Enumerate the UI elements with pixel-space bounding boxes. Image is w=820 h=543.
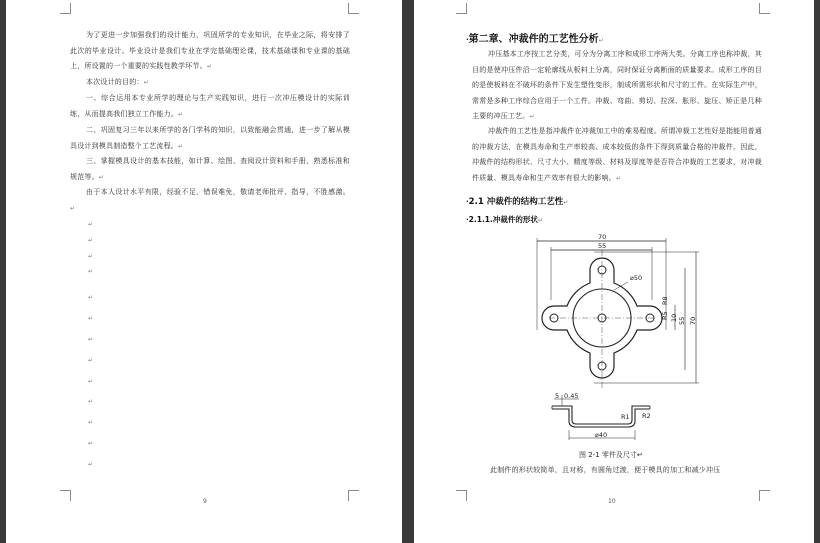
dim-70-right: 70 bbox=[689, 316, 697, 325]
dim-phi40: ⌀40 bbox=[595, 431, 608, 439]
dim-55-right: 55 bbox=[678, 316, 686, 325]
part-drawing bbox=[414, 0, 814, 543]
dim-phi50: ⌀50 bbox=[630, 274, 643, 282]
crop-mark bbox=[348, 490, 359, 501]
subsection-title: ·2.1.1.冲裁件的形状↵ bbox=[466, 215, 543, 224]
dim-5: 5 bbox=[555, 392, 560, 400]
empty-paragraph-mark: ↵ bbox=[88, 315, 94, 322]
dim-r2: R2 bbox=[642, 412, 651, 420]
body-paragraph: 冲压基本工序按工艺分类，可分为分离工序和成形工序两大类。分离工序也称冲裁，其目的是使冲压件沿一定轮廓线从板料上分离，同时保证分离断面的质量要求。成形工序的目的是使板料在不破坏的条件下发生塑性变形，制成所需形状和尺寸的工件。在实际生产中，常常是多种工序综合应用于一个工件。冲裁、弯曲、剪切、拉深、胀形、旋压、矫正是几种主要的冲压工艺。↵ bbox=[472, 50, 762, 120]
body-paragraph: 此制件的形状较简单，且对称，有圆角过渡，便于模具的加工和减少冲压 bbox=[490, 466, 721, 474]
crop-mark bbox=[60, 490, 71, 501]
dim-045: 0.45 bbox=[564, 392, 579, 400]
body-paragraph: 二、巩固复习三年以来所学的各门学科的知识，以致能融会贯通，进一步了解从模具设计到模具制造整个工艺流程。↵ bbox=[70, 126, 350, 150]
page-number: 10 bbox=[608, 498, 616, 505]
empty-paragraph-mark: ↵ bbox=[88, 336, 94, 343]
empty-paragraph-mark: ↵ bbox=[88, 378, 94, 385]
body-paragraph: 冲裁件的工艺性是指冲裁件在冲裁加工中的难易程度。所谓冲裁工艺性好是指能用普通的冲裁方法，在模具寿命和生产率较高、成本较低的条件下得到质量合格的冲裁件。因此，冲裁件的结构形状、尺寸大小、精度等级、材料及厚度等是否符合冲裁的工艺要求，对冲裁件质量、模具寿命和生产效率有很大的影响。↵ bbox=[472, 127, 762, 182]
section-title: ·2.1 冲裁件的结构工艺性↵ bbox=[466, 197, 569, 207]
body-paragraph: 为了更进一步加强我们的设计能力，巩固所学的专业知识，在毕业之际，将安排了此次的毕业设计。毕业设计是我们专业在学完基础理论课，技术基础课和专业课的基础上，所设置的一个重要的实践性教学环节。↵ bbox=[70, 31, 350, 70]
body-paragraph: 一、综合运用本专业所学的理论与生产实践知识，进行一次冲压模设计的实际训练，从而提高我们独立工作能力。↵ bbox=[70, 94, 350, 118]
document-page-left bbox=[6, 0, 402, 543]
empty-paragraph-mark: ↵ bbox=[88, 419, 94, 426]
empty-paragraph-mark: ↵ bbox=[88, 268, 94, 275]
empty-paragraph-mark: ↵ bbox=[88, 357, 94, 364]
empty-paragraph-mark: ↵ bbox=[88, 440, 94, 447]
dim-r1: R1 bbox=[621, 413, 630, 421]
body-paragraph: 由于本人设计水平有限，经验不足，错误难免，敬请老师批评、指导，不胜感激。↵ bbox=[70, 188, 350, 212]
body-paragraph: 三、掌握模具设计的基本技能，如计算、绘图、查阅设计资料和手册，熟悉标准和规范等。↵ bbox=[70, 157, 350, 181]
chapter-title: ·第二章、冲裁件的工艺性分析↵ bbox=[466, 34, 604, 45]
empty-paragraph-mark: ↵ bbox=[88, 398, 94, 405]
dim-r5: R5 bbox=[661, 311, 669, 320]
page-number: 9 bbox=[203, 498, 207, 505]
document-page-right bbox=[414, 0, 814, 543]
dim-r8: R8 bbox=[661, 296, 669, 305]
dim-70-top: 70 bbox=[598, 233, 607, 241]
empty-paragraph-mark: ↵ bbox=[88, 294, 94, 301]
empty-paragraph-mark: ↵ bbox=[88, 461, 94, 468]
body-paragraph: 本次设计的目的：↵ bbox=[86, 78, 149, 86]
figure-caption: 图 2-1 零件及尺寸↵ bbox=[579, 451, 643, 459]
empty-paragraph-mark: ↵ bbox=[88, 221, 94, 228]
dim-55-top: 55 bbox=[598, 242, 607, 250]
crop-mark bbox=[348, 3, 359, 14]
dim-10: 10 bbox=[670, 313, 678, 322]
empty-paragraph-mark: ↵ bbox=[88, 237, 94, 244]
empty-paragraph-mark: ↵ bbox=[88, 253, 94, 260]
crop-mark bbox=[60, 3, 71, 14]
